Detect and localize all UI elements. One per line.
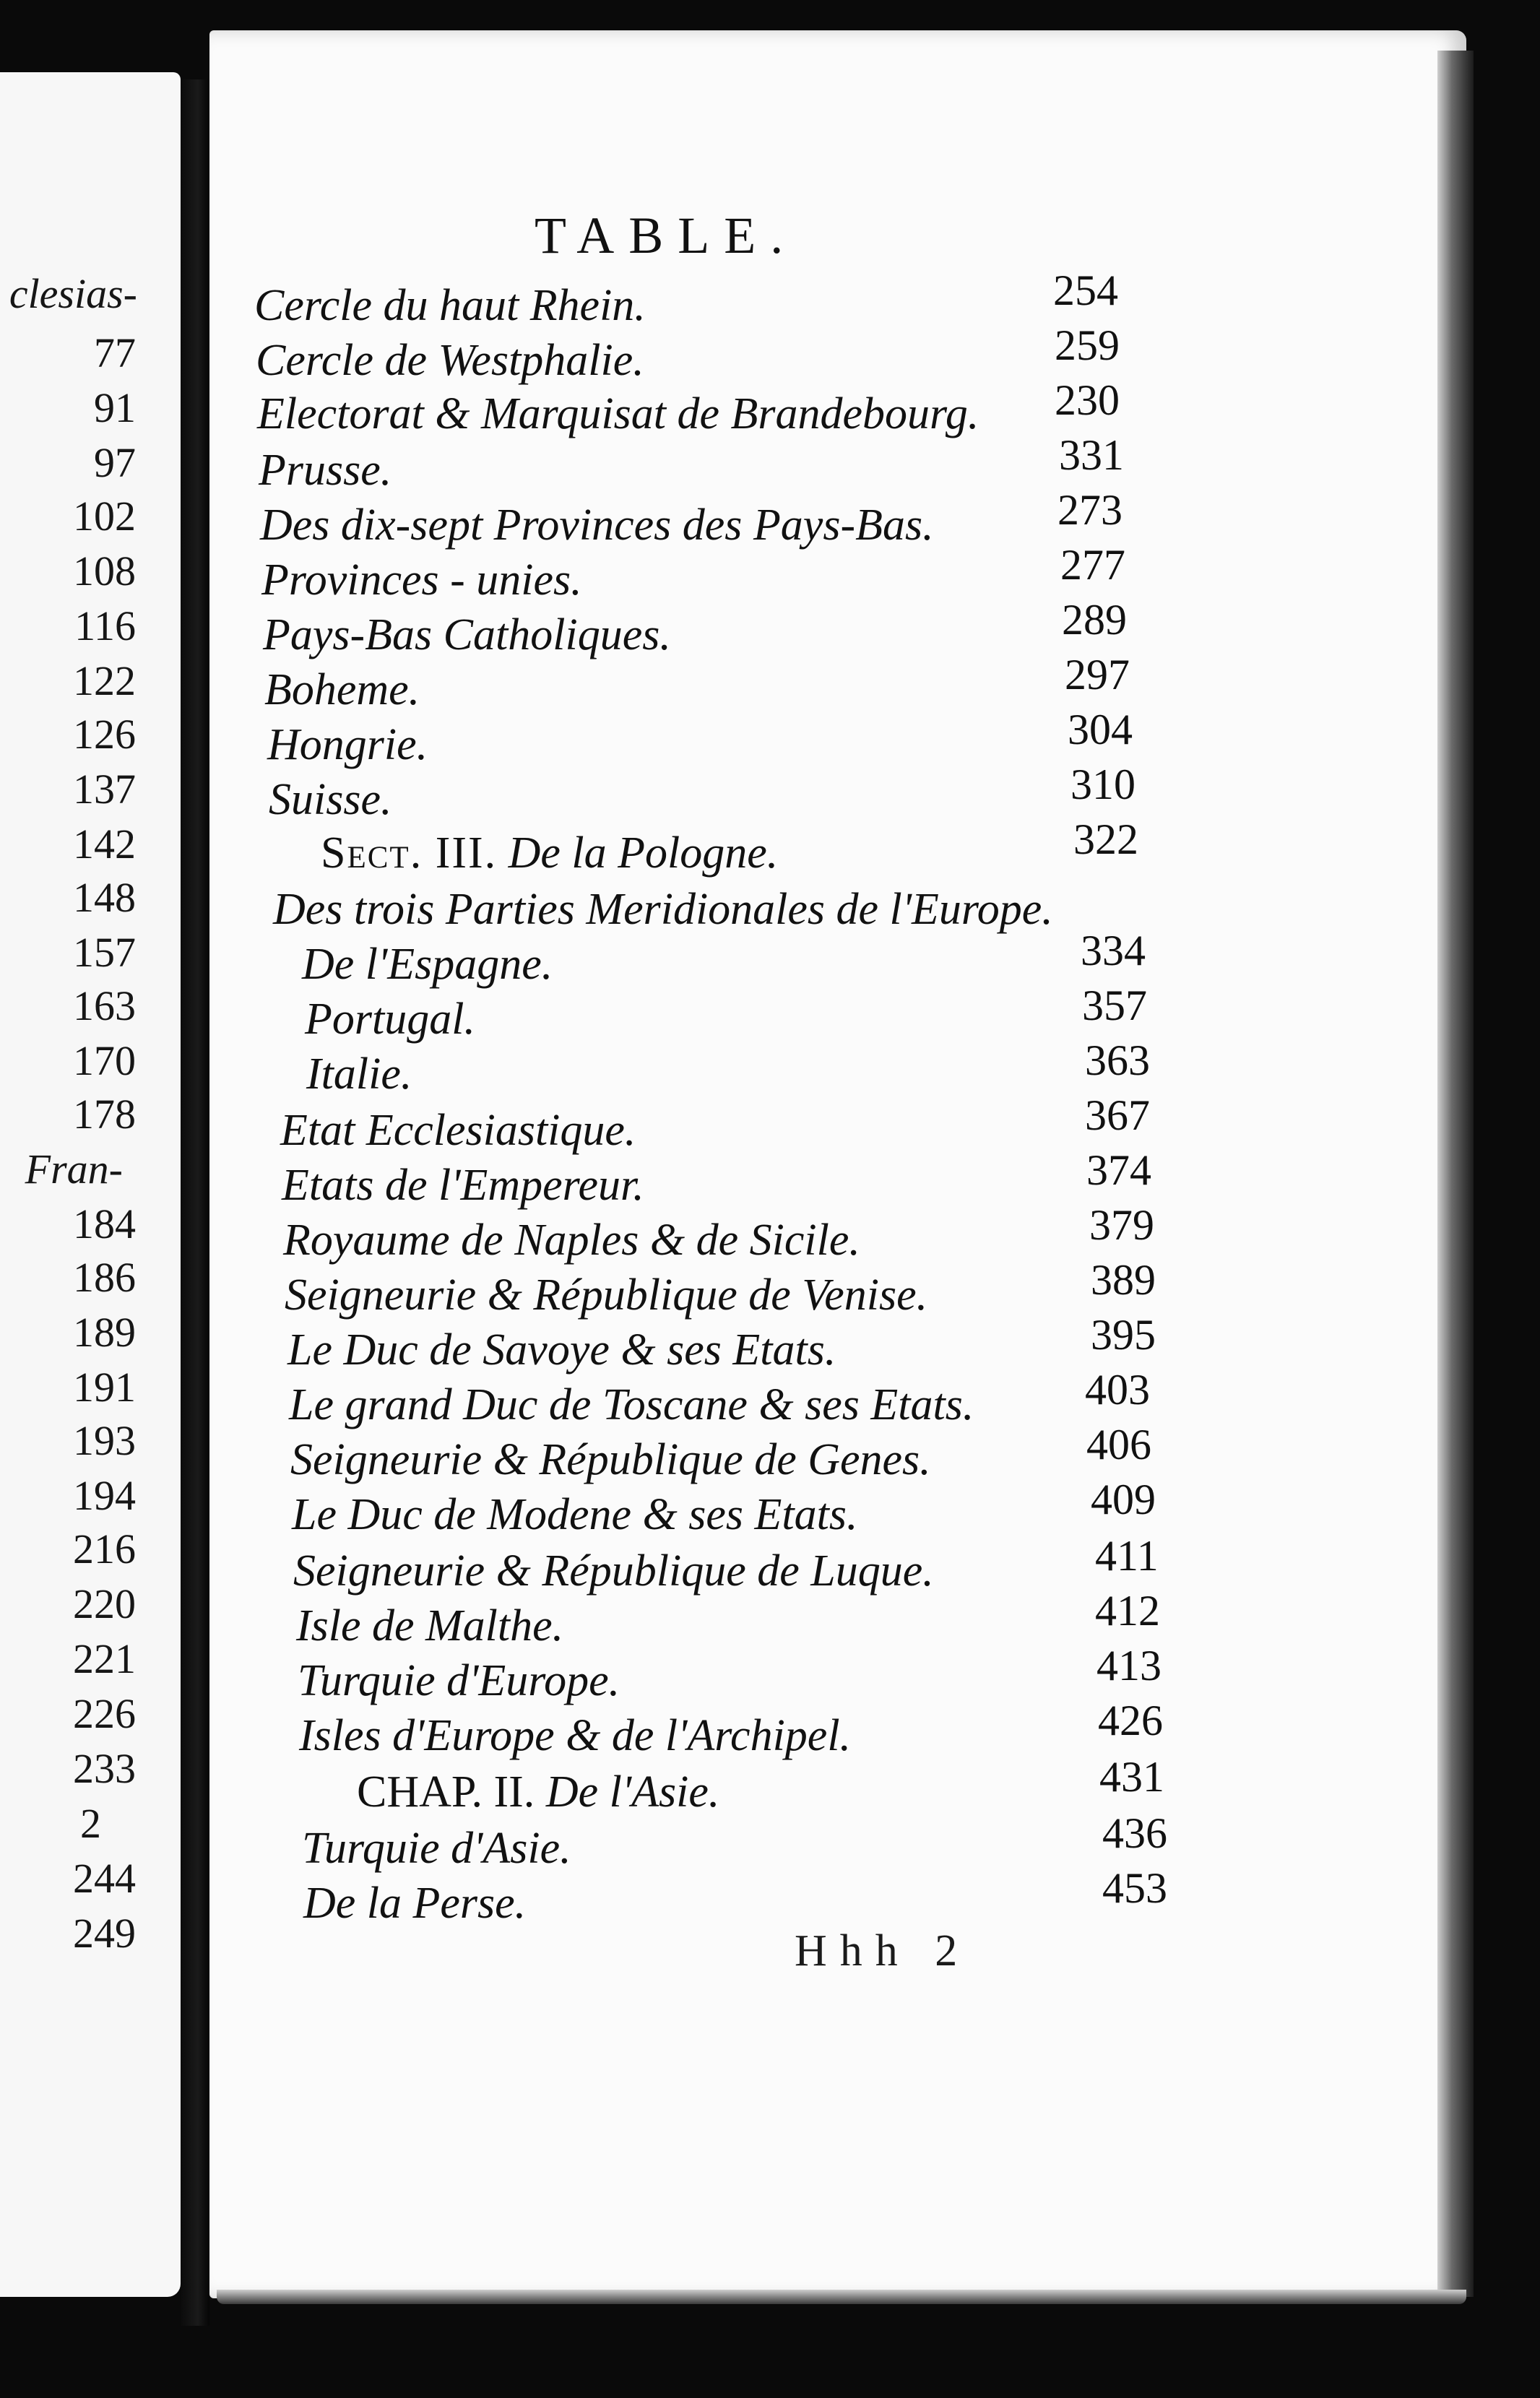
left-page-number: 108 [73,547,136,594]
left-page-number: 186 [73,1254,136,1301]
toc-entry [269,777,392,822]
toc-entry [305,997,475,1042]
left-page-number: 157 [73,929,136,976]
page-edge-shadow [1437,51,1474,2297]
toc-entry-page: 331 [1059,431,1124,479]
left-page-number: 163 [73,982,136,1029]
toc-entry [261,555,582,605]
left-page-number: 233 [73,1745,136,1792]
toc-entry-page: 259 [1055,321,1120,369]
toc-entry-page: 289 [1062,596,1127,644]
toc-entry [273,887,1053,932]
left-page-number: 170 [73,1037,136,1084]
toc-entry-text: Cercle de Westphalie. [256,336,644,385]
toc-entry [282,1163,644,1208]
toc-entry-page: 304 [1068,706,1133,753]
page-bottom-edge [217,2290,1466,2304]
toc-entry-page: 254 [1053,267,1118,314]
toc-entry [257,391,979,436]
toc-entry-page: 436 [1102,1809,1167,1857]
toc-entry [306,1049,412,1099]
toc-entry [260,501,934,550]
toc-entry [289,1382,974,1427]
toc-entry [264,667,420,712]
left-page-number: 97 [94,439,136,486]
page-title: TABLE. [535,207,798,264]
toc-entry-page: 426 [1098,1697,1163,1744]
toc-entry [263,610,671,659]
toc-entry-text: Turquie d'Europe. [298,1656,620,1705]
toc-entry [285,1271,928,1320]
left-page-number: 244 [73,1855,136,1902]
toc-entry-page: 411 [1095,1532,1159,1580]
toc-entry [267,722,428,767]
toc-entry-text: Royaume de Naples & de Sicile. [283,1216,860,1265]
toc-entry-text: Le Duc de Modene & ses Etats. [292,1490,858,1539]
toc-entry-text: De l'Espagne. [302,940,553,989]
toc-entry [283,1218,860,1263]
left-page-number: 126 [73,711,136,758]
toc-entry-text: De l'Asie. [545,1767,720,1817]
toc-entry-page: 277 [1060,541,1125,589]
toc-entry-page: 367 [1085,1091,1150,1139]
toc-chapter-heading [357,1767,720,1817]
toc-entry [259,448,392,493]
left-facing-page [0,72,181,2297]
toc-entry [287,1325,836,1375]
left-page-number: 221 [73,1635,136,1682]
toc-entry [256,338,644,383]
toc-entry-page: 409 [1091,1476,1156,1523]
toc-entry-text: Des dix-sept Provinces des Pays-Bas. [260,501,934,550]
toc-entry-text: Le grand Duc de Toscane & ses Etats. [289,1380,974,1429]
left-page-number: 142 [73,821,136,867]
toc-entry-page: 334 [1081,927,1146,974]
toc-entry-text: Italie. [306,1049,412,1099]
toc-section-heading [321,828,779,878]
toc-entry-page: 230 [1055,376,1120,424]
toc-entry-page: 431 [1099,1753,1164,1801]
left-page-number: 116 [74,602,136,649]
left-page-header-fragment: clesias- [9,270,137,317]
left-page-number: 77 [94,329,136,376]
book-gutter [181,79,209,2326]
toc-entry [254,283,646,328]
left-page-number: 249 [73,1910,136,1957]
left-page-number: 194 [73,1472,136,1519]
left-page-number: 216 [73,1525,136,1572]
toc-entry-page: 403 [1085,1366,1150,1414]
toc-entry-text: Electorat & Marquisat de Brandebourg. [257,389,979,438]
signature-mark: Hhh 2 [795,1926,971,1975]
left-page-number: 184 [73,1200,136,1247]
toc-entry-page: 273 [1057,486,1122,534]
left-page-number: 220 [73,1580,136,1627]
toc-entry-page: 379 [1089,1201,1154,1249]
left-page-number: 148 [73,874,136,921]
toc-entry [302,942,553,987]
toc-entry [299,1713,851,1758]
toc-entry [298,1658,620,1703]
toc-entry-text: Provinces - unies. [261,555,582,605]
toc-entry-page: 322 [1073,815,1138,863]
left-page-number: 226 [73,1690,136,1737]
toc-entry-page: 374 [1086,1146,1151,1194]
toc-entry-text: Cercle du haut Rhein. [254,281,646,330]
toc-entry [296,1603,563,1648]
toc-entry-text: Turquie d'Asie. [302,1824,571,1873]
toc-entry [290,1437,931,1482]
left-page-number: 91 [94,384,136,431]
toc-entry-page: 412 [1095,1587,1160,1635]
toc-entry-text: Seigneurie & République de Genes. [290,1435,931,1484]
toc-entry-text: Le Duc de Savoye & ses Etats. [287,1325,836,1375]
toc-entry-text: Etats de l'Empereur. [282,1161,644,1210]
left-page-number: 191 [73,1364,136,1411]
toc-entry [293,1546,934,1596]
toc-entry-text: De la Perse. [303,1879,527,1928]
toc-entry-text: Boheme. [264,665,420,714]
toc-entry-page: 406 [1086,1421,1151,1468]
toc-entry-text: Hongrie. [267,720,428,769]
left-page-number: 122 [73,657,136,704]
toc-entry [302,1826,571,1871]
toc-entry [292,1492,857,1537]
toc-entry-text: Seigneurie & République de Luque. [293,1546,934,1596]
toc-entry-page: 310 [1070,761,1135,808]
left-page-number: 193 [73,1417,136,1464]
toc-entry-text: Isle de Malthe. [296,1601,564,1650]
toc-entry-page: 363 [1085,1036,1150,1084]
toc-entry-page: 395 [1091,1311,1156,1359]
toc-section-label: Sect. III. [321,828,498,878]
toc-entry-page: 389 [1091,1256,1156,1304]
toc-entry [303,1881,526,1926]
toc-entry-text: De la Pologne. [508,828,779,878]
toc-entry [280,1108,636,1153]
toc-entry-text: Des trois Parties Meridionales de l'Europe. [273,885,1053,934]
left-page-number: 137 [73,766,136,813]
left-page-number: 2 [80,1800,101,1847]
toc-entry-text: Prusse. [259,446,392,495]
toc-entry-text: Isles d'Europe & de l'Archipel. [299,1711,852,1760]
toc-chapter-label: CHAP. II. [357,1767,535,1817]
toc-entry-text: Etat Ecclesiastique. [280,1106,636,1155]
toc-entry-text: Pays-Bas Catholiques. [263,610,671,659]
left-page-number: 189 [73,1309,136,1356]
toc-entry-page: 297 [1065,651,1130,698]
toc-entry-page: 413 [1096,1642,1162,1689]
left-page-number: 102 [73,493,136,540]
toc-entry-text: Suisse. [269,775,392,824]
toc-entry-page: 357 [1082,982,1147,1029]
toc-entry-text: Portugal. [305,995,475,1044]
toc-entry-page: 453 [1102,1864,1167,1912]
left-page-number: 178 [73,1091,136,1138]
toc-entry-text: Seigneurie & République de Venise. [285,1271,928,1320]
left-page-word-fragment: Fran- [25,1146,123,1192]
